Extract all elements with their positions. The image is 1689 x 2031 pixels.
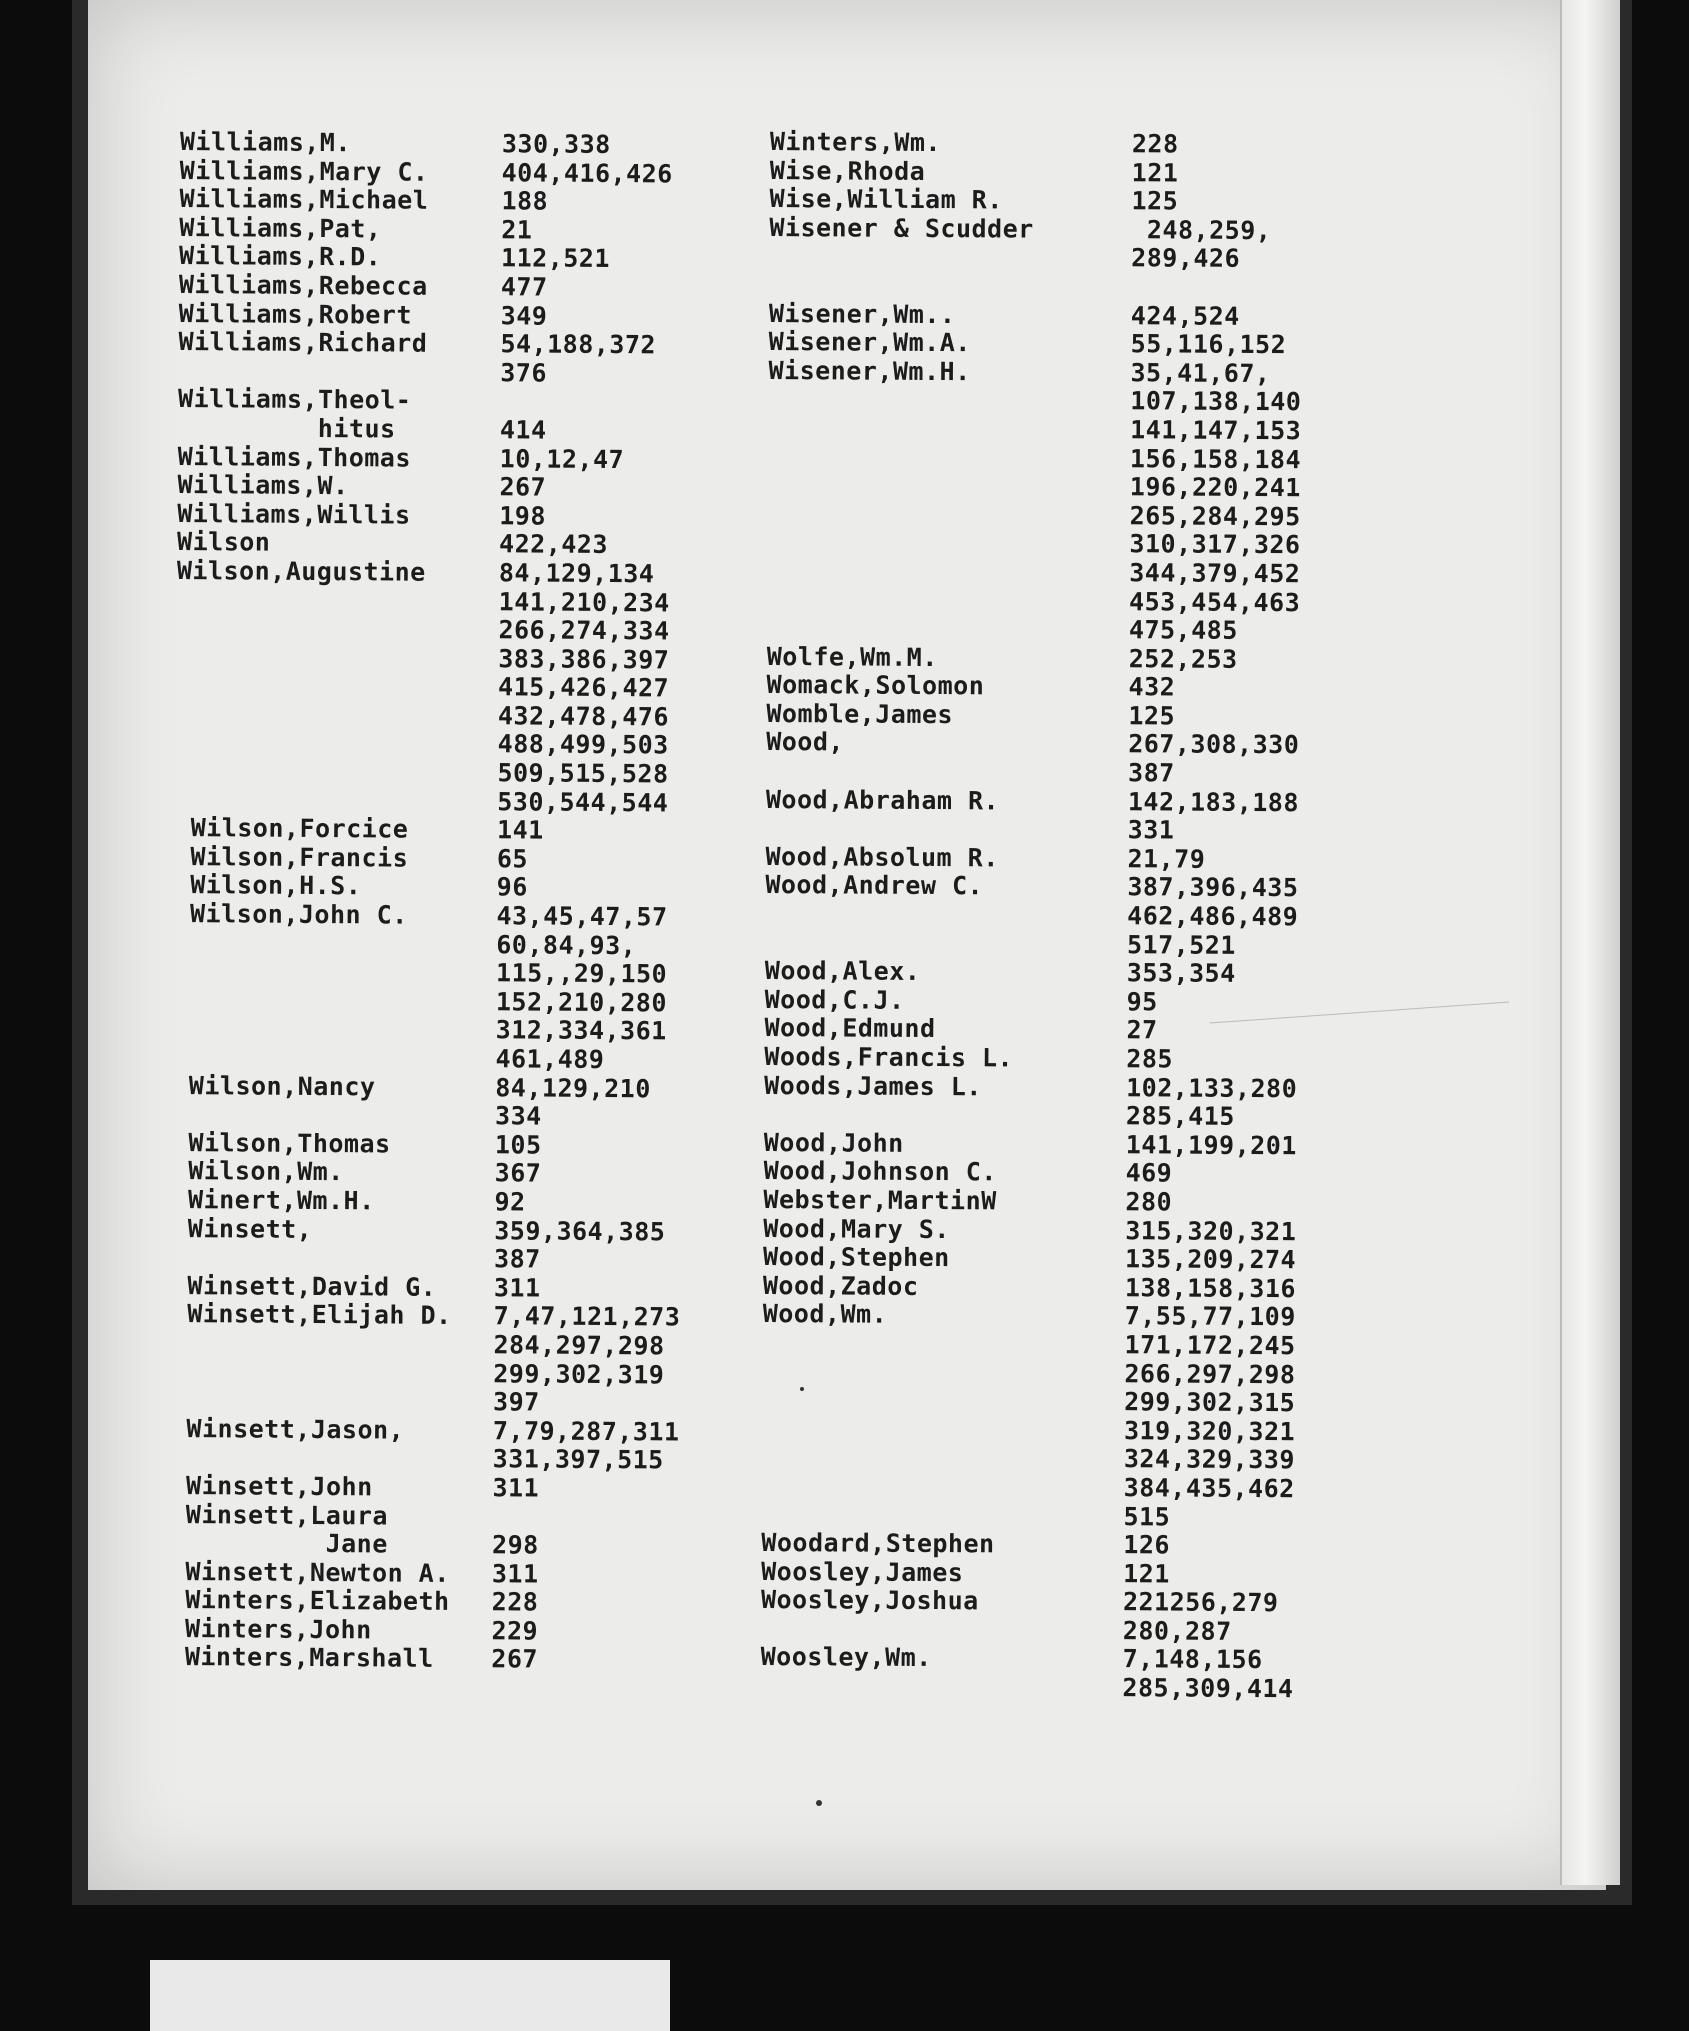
index-entry (765, 871, 1385, 903)
entry-name: Wilson,Wm. (172, 1156, 344, 1187)
entry-pages: 331 (1127, 815, 1175, 845)
index-entry (762, 1358, 1382, 1390)
entry-pages: 267,308,330 (1128, 729, 1300, 760)
entry-pages: 7,148,156 (1122, 1644, 1263, 1675)
entry-pages: 7,79,287,311 (492, 1415, 680, 1447)
entry-pages: 509,515,528 (497, 758, 669, 789)
index-entry (770, 128, 1390, 160)
entry-pages: 43,45,47,57 (496, 901, 668, 932)
entry-pages: 330,338 (501, 129, 611, 160)
entry-name: Woods,James L. (764, 1070, 982, 1101)
entry-pages: 135,209,274 (1125, 1244, 1297, 1275)
entry-pages: 344,379,452 (1129, 558, 1301, 589)
index-entry (768, 443, 1388, 475)
entry-pages: 121 (1123, 1558, 1170, 1589)
entry-name: Williams,Robert (178, 298, 413, 330)
entry-pages: 311 (491, 1558, 539, 1589)
entry-pages: 404,416,426 (501, 157, 673, 189)
entry-pages: 252,253 (1128, 643, 1238, 674)
entry-name: Wisener,Wm.. (768, 298, 956, 329)
entry-pages: 10,12,47 (499, 443, 625, 474)
entry-pages: 121 (1131, 157, 1179, 188)
index-entry (762, 1386, 1382, 1418)
entry-name: Winsett,Elijah D. (171, 1299, 452, 1331)
entry-pages: 188 (501, 186, 549, 216)
index-entry (176, 728, 796, 761)
entry-name: Wood,Johnson C. (763, 1156, 997, 1187)
entry-pages: 432 (1128, 672, 1176, 702)
entry-pages: 477 (500, 272, 548, 302)
entry-name: Winsett,Jason, (170, 1413, 405, 1445)
entry-name: Wise,Rhoda (769, 155, 926, 186)
page-edge (1560, 0, 1620, 1885)
entry-pages: 422,423 (499, 529, 609, 560)
entry-pages: 21,79 (1127, 844, 1206, 874)
entry-pages: 141,199,201 (1125, 1129, 1297, 1161)
entry-pages: 315,320,321 (1125, 1215, 1297, 1246)
entry-name: Wilson,Augustine (176, 555, 426, 587)
entry-name: Williams,Mary C. (179, 155, 429, 187)
entry-name: Webster,MartinW (763, 1184, 997, 1216)
entry-pages: 267 (499, 472, 547, 502)
index-entry (767, 528, 1387, 560)
entry-name: Winsett,Laura (170, 1499, 389, 1530)
entry-pages: 349 (500, 300, 548, 331)
entry-pages: 96 (496, 872, 528, 902)
entry-name: Wood,Alex. (764, 956, 921, 987)
entry-pages: 21 (501, 215, 533, 245)
entry-pages: 228 (1131, 129, 1179, 159)
index-entry (768, 471, 1388, 503)
entry-pages: 461,489 (495, 1044, 605, 1074)
entry-pages: 27 (1126, 1015, 1158, 1045)
index-column-left (169, 128, 800, 1676)
index-entry (174, 900, 794, 933)
index-entry (176, 643, 796, 676)
index-entry (172, 1300, 792, 1333)
index-entry (174, 929, 794, 962)
index-entry (768, 385, 1388, 417)
entry-pages: 387,396,435 (1127, 872, 1299, 903)
entry-pages: 267 (491, 1644, 539, 1675)
entry-name: Winters,Wm. (769, 127, 942, 158)
entry-name: Winsett,David G. (171, 1270, 437, 1302)
index-entry (766, 728, 1386, 760)
entry-name: hitus (177, 412, 396, 444)
entry-pages: 65 (496, 844, 529, 874)
entry-name: Wood,C.J. (764, 984, 905, 1015)
entry-pages: 221256,279 (1122, 1587, 1279, 1618)
entry-pages: 311 (492, 1473, 540, 1503)
entry-pages: 229 (491, 1616, 539, 1646)
index-entry (173, 1072, 793, 1105)
entry-pages: 7,55,77,109 (1124, 1301, 1296, 1332)
index-entry (169, 1643, 789, 1676)
entry-pages: 125 (1128, 701, 1176, 731)
index-entry (768, 357, 1388, 389)
entry-pages: 152,210,280 (495, 987, 668, 1018)
index-entry (176, 614, 796, 647)
entry-pages: 228 (491, 1587, 539, 1617)
entry-pages: 265,284,295 (1129, 500, 1301, 531)
entry-pages: 530,544,544 (497, 786, 669, 818)
entry-name: Wood,Wm. (762, 1299, 888, 1330)
entry-pages: 310,317,326 (1129, 529, 1301, 560)
index-entry (762, 1329, 1382, 1361)
entry-pages: 115,,29,150 (496, 958, 668, 989)
entry-name: Williams,Pat, (179, 212, 382, 244)
entry-pages: 284,297,298 (493, 1330, 665, 1361)
entry-pages: 55,116,152 (1130, 329, 1287, 360)
entry-name: Wolfe,Wm.M. (766, 641, 938, 672)
index-entry (176, 700, 796, 733)
entry-pages: 138,158,316 (1124, 1272, 1297, 1303)
entry-pages: 248,259, (1131, 214, 1272, 245)
entry-pages: 156,158,184 (1129, 443, 1302, 474)
entry-pages: 54,188,372 (500, 329, 657, 360)
entry-name: Wise,William R. (769, 184, 1003, 215)
entry-name: Wisener,Wm.H. (768, 355, 971, 386)
index-entry (171, 1358, 791, 1391)
index-entry (178, 328, 798, 361)
entry-name: Jane (170, 1528, 388, 1559)
entry-name: Winsett,John (170, 1470, 373, 1502)
index-entry (763, 1186, 1383, 1218)
speck (816, 1800, 822, 1806)
index-entry (769, 242, 1389, 274)
entry-pages: 141,210,234 (498, 586, 670, 617)
entry-name: Woosley,Wm. (760, 1642, 932, 1673)
entry-name: Williams,Rebecca (178, 269, 428, 301)
entry-name: Winters,Marshall (169, 1642, 434, 1674)
entry-name: Wood,Mary S. (763, 1213, 950, 1244)
index-entry (761, 1643, 1381, 1675)
entry-name: Wilson,John C. (174, 899, 408, 930)
entry-pages: 92 (494, 1187, 526, 1217)
entry-pages: 517,521 (1126, 929, 1236, 960)
entry-pages: 84,129,210 (495, 1072, 651, 1103)
entry-pages: 469 (1125, 1158, 1173, 1188)
entry-pages: 462,486,489 (1127, 901, 1299, 932)
entry-pages: 60,84,93, (496, 929, 637, 960)
entry-pages: 415,426,427 (498, 672, 670, 703)
index-entry (761, 1586, 1381, 1618)
entry-pages: 285,309,414 (1122, 1673, 1294, 1704)
entry-name: Wilson,Thomas (172, 1127, 391, 1159)
bottom-strip (150, 1960, 670, 2031)
entry-name: Womble,James (766, 698, 954, 730)
index-entry (171, 1415, 791, 1448)
entry-pages: 367 (494, 1158, 542, 1188)
entry-name: Wood,Edmund (764, 1013, 936, 1044)
entry-name: Wood,John (763, 1127, 904, 1158)
index-entry (763, 1300, 1383, 1332)
entry-pages: 126 (1123, 1530, 1171, 1560)
index-entry (767, 557, 1387, 589)
entry-pages: 285 (1126, 1044, 1174, 1074)
entry-name: Wilson (177, 527, 271, 557)
entry-name: Williams,W. (177, 470, 349, 501)
index-entry (174, 957, 794, 990)
entry-name: Williams,Michael (179, 184, 429, 215)
entry-pages: 312,334,361 (495, 1015, 667, 1046)
entry-name: Winters,John (169, 1613, 372, 1645)
index-entry (174, 1014, 794, 1047)
entry-pages: 84,129,134 (498, 558, 655, 589)
entry-pages: 198 (499, 500, 547, 531)
entry-name: Wilson,H.S. (174, 870, 362, 901)
entry-name: Woodard,Stephen (761, 1528, 995, 1559)
entry-pages: 7,47,121,273 (493, 1301, 681, 1332)
index-entry (769, 271, 1389, 303)
entry-pages: 105 (494, 1130, 542, 1160)
entry-pages: 387 (1127, 758, 1175, 788)
entry-name: Wilson,Francis (174, 841, 409, 873)
index-entry (175, 757, 795, 790)
entry-pages: 384,435,462 (1123, 1473, 1295, 1504)
entry-pages: 107,138,140 (1130, 386, 1302, 417)
entry-name: Winsett,Newton A. (169, 1556, 450, 1588)
entry-pages: 311 (493, 1272, 541, 1303)
entry-name: Woosley,James (761, 1556, 964, 1587)
index-entry (768, 414, 1388, 446)
index-entry (766, 786, 1386, 818)
entry-name: Womack,Solomon (766, 670, 985, 701)
entry-pages: 397 (493, 1387, 540, 1417)
index-entry (171, 1329, 791, 1362)
entry-pages: 515 (1123, 1501, 1171, 1531)
entry-pages: 298 (492, 1530, 539, 1560)
index-entry (174, 986, 794, 1019)
index-entry (764, 1043, 1384, 1075)
entry-name: Wood,Abraham R. (765, 784, 1000, 816)
entry-pages: 488,499,503 (497, 729, 669, 760)
entry-pages: 353,354 (1126, 958, 1236, 989)
index-entry (765, 900, 1385, 932)
entry-pages: 95 (1126, 987, 1158, 1017)
entry-pages: 125 (1131, 186, 1179, 216)
entry-pages: 383,386,397 (498, 643, 670, 675)
entry-name: Wisener,Wm.A. (768, 327, 971, 358)
entry-pages: 387 (494, 1244, 541, 1274)
entry-name: Williams,Willis (177, 498, 411, 530)
entry-name: Wood,Andrew C. (765, 870, 984, 901)
entry-pages: 414 (499, 415, 547, 445)
entry-pages: 266,297,298 (1124, 1358, 1296, 1389)
entry-name: Wood,Absolum R. (765, 841, 999, 873)
index-entry (760, 1672, 1380, 1704)
entry-pages: 266,274,334 (498, 615, 670, 646)
entry-name: Woosley,Joshua (760, 1585, 979, 1616)
entry-pages: 475,485 (1128, 615, 1238, 645)
index-entry (177, 585, 797, 618)
entry-pages: 331,397,515 (492, 1444, 664, 1475)
entry-name: Wood,Zadoc (762, 1270, 919, 1301)
index-entry (762, 1443, 1382, 1475)
entry-name: Williams,Thomas (177, 441, 412, 473)
index-entry (176, 671, 796, 704)
entry-pages: 141,147,153 (1130, 415, 1302, 446)
index-entry (764, 1072, 1384, 1104)
entry-pages: 424,524 (1130, 300, 1240, 331)
index-entry (762, 1415, 1382, 1447)
entry-name: Winert,Wm.H. (172, 1184, 375, 1216)
index-entry (768, 500, 1388, 532)
entry-pages: 319,320,321 (1123, 1415, 1296, 1446)
entry-pages: 299,302,319 (493, 1358, 665, 1389)
entry-name: Williams,R.D. (179, 241, 382, 272)
entry-name: Williams,Richard (178, 327, 428, 358)
entry-pages: 289,426 (1131, 243, 1241, 274)
entry-name: Winters,Elizabeth (169, 1585, 450, 1617)
entry-pages: 376 (500, 357, 548, 388)
entry-name: Wilson,Nancy (173, 1070, 376, 1101)
entry-pages: 359,364,385 (494, 1215, 666, 1246)
entry-name: Wood,Stephen (763, 1242, 950, 1273)
entry-pages: 285,415 (1125, 1101, 1235, 1132)
entry-name: Winsett, (172, 1213, 313, 1244)
entry-pages: 171,172,245 (1124, 1330, 1296, 1361)
index-entry (177, 500, 797, 533)
entry-pages: 112,521 (500, 243, 611, 274)
entry-name: Williams,M. (179, 127, 352, 158)
entry-pages: 35,41,67, (1130, 357, 1271, 388)
entry-pages: 453,454,463 (1129, 586, 1301, 617)
index-entry (766, 700, 1386, 732)
index-entry (177, 557, 797, 590)
entry-name: Wisener & Scudder (769, 212, 1034, 244)
entry-pages: 280,287 (1122, 1616, 1232, 1646)
entry-pages: 324,329,339 (1123, 1444, 1296, 1475)
entry-pages: 334 (495, 1101, 542, 1131)
entry-name: Wood, (766, 727, 845, 757)
entry-name: Woods,Francis L. (764, 1041, 1014, 1073)
entry-pages: 141 (497, 815, 544, 845)
entry-name: Wilson,Forcice (175, 813, 409, 844)
entry-pages: 142,183,188 (1127, 786, 1300, 817)
index-column-right (760, 128, 1390, 1704)
index-entry (762, 1472, 1382, 1504)
index-entry (767, 585, 1387, 617)
index-entry (769, 214, 1389, 246)
entry-name: Williams,Theol- (178, 384, 412, 415)
entry-pages: 102,133,280 (1126, 1072, 1298, 1103)
entry-pages: 280 (1125, 1187, 1173, 1217)
entry-pages: 299,302,315 (1124, 1387, 1296, 1418)
entry-pages: 196,220,241 (1129, 472, 1301, 503)
entry-pages: 432,478,476 (497, 701, 670, 732)
index-entry (172, 1215, 792, 1248)
